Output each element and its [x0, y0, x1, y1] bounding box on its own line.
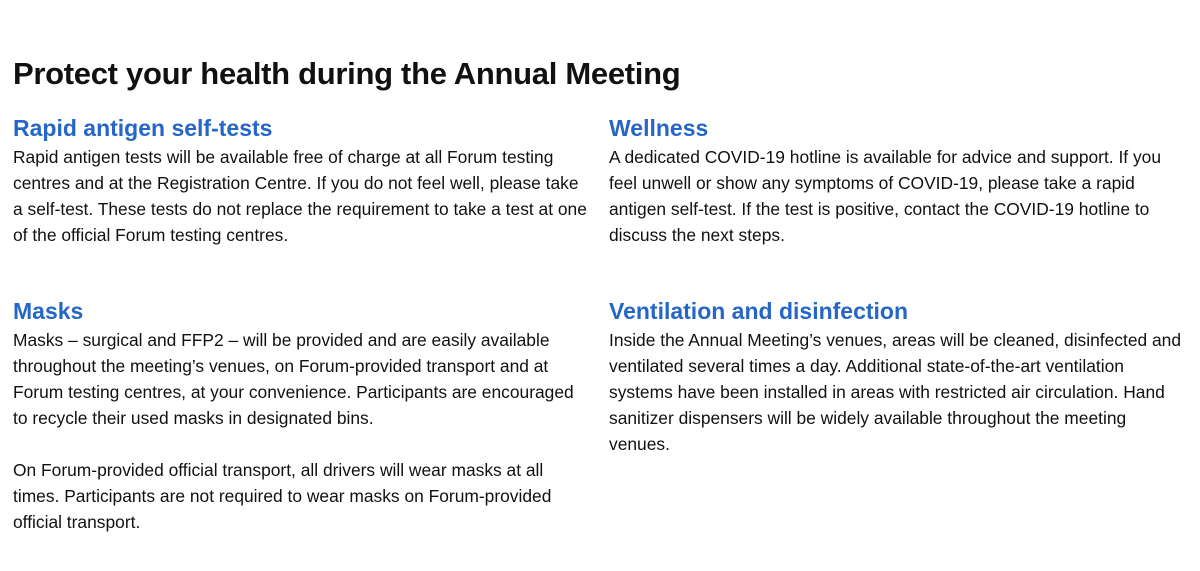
- section-body-wellness: A dedicated COVID-19 hotline is available for advice and support. If you feel unwell or show any symptoms of COVID-19, please take a rapid antigen self-test. If the test is positive, contact the COVID-19 hotline to discuss the next steps.: [609, 147, 1161, 245]
- section-heading-masks: Masks: [13, 298, 84, 324]
- section-body-masks-1: Masks – surgical and FFP2 – will be provided and are easily available throughout the meeting’s venues, on Forum-provided transport and at Forum testing centres, at your convenience. Participants are encouraged to recycle their used masks in designated bins.: [13, 330, 574, 428]
- section-heading-ventilation: Ventilation and disinfection: [609, 298, 909, 324]
- section-heading-rapid-antigen: Rapid antigen self-tests: [13, 115, 273, 141]
- page-title: Protect your health during the Annual Meeting: [13, 56, 681, 91]
- section-ventilation-and-disinfection: [609, 297, 1189, 457]
- section-masks: [13, 297, 588, 535]
- section-rapid-antigen-self-tests: [13, 114, 588, 248]
- section-heading-wellness: Wellness: [609, 115, 709, 141]
- section-body-ventilation: Inside the Annual Meeting’s venues, areas will be cleaned, disinfected and ventilated several times a day. Additional state-of-the-art ventilation systems have been installed in areas with restricted air circulation. Hand sanitizer dispensers will be widely available throughout the meeting venues.: [609, 330, 1182, 454]
- section-body-rapid-antigen: Rapid antigen tests will be available free of charge at all Forum testing centres and at the Registration Centre. If you do not feel well, please take a self-test. These tests do not replace the requirement to take a test at one of the official Forum testing centres.: [13, 147, 587, 245]
- section-body-masks-2: On Forum-provided official transport, all drivers will wear masks at all times. Participants are not required to wear masks on Forum-provided official transport.: [13, 460, 552, 532]
- section-wellness: [609, 114, 1189, 248]
